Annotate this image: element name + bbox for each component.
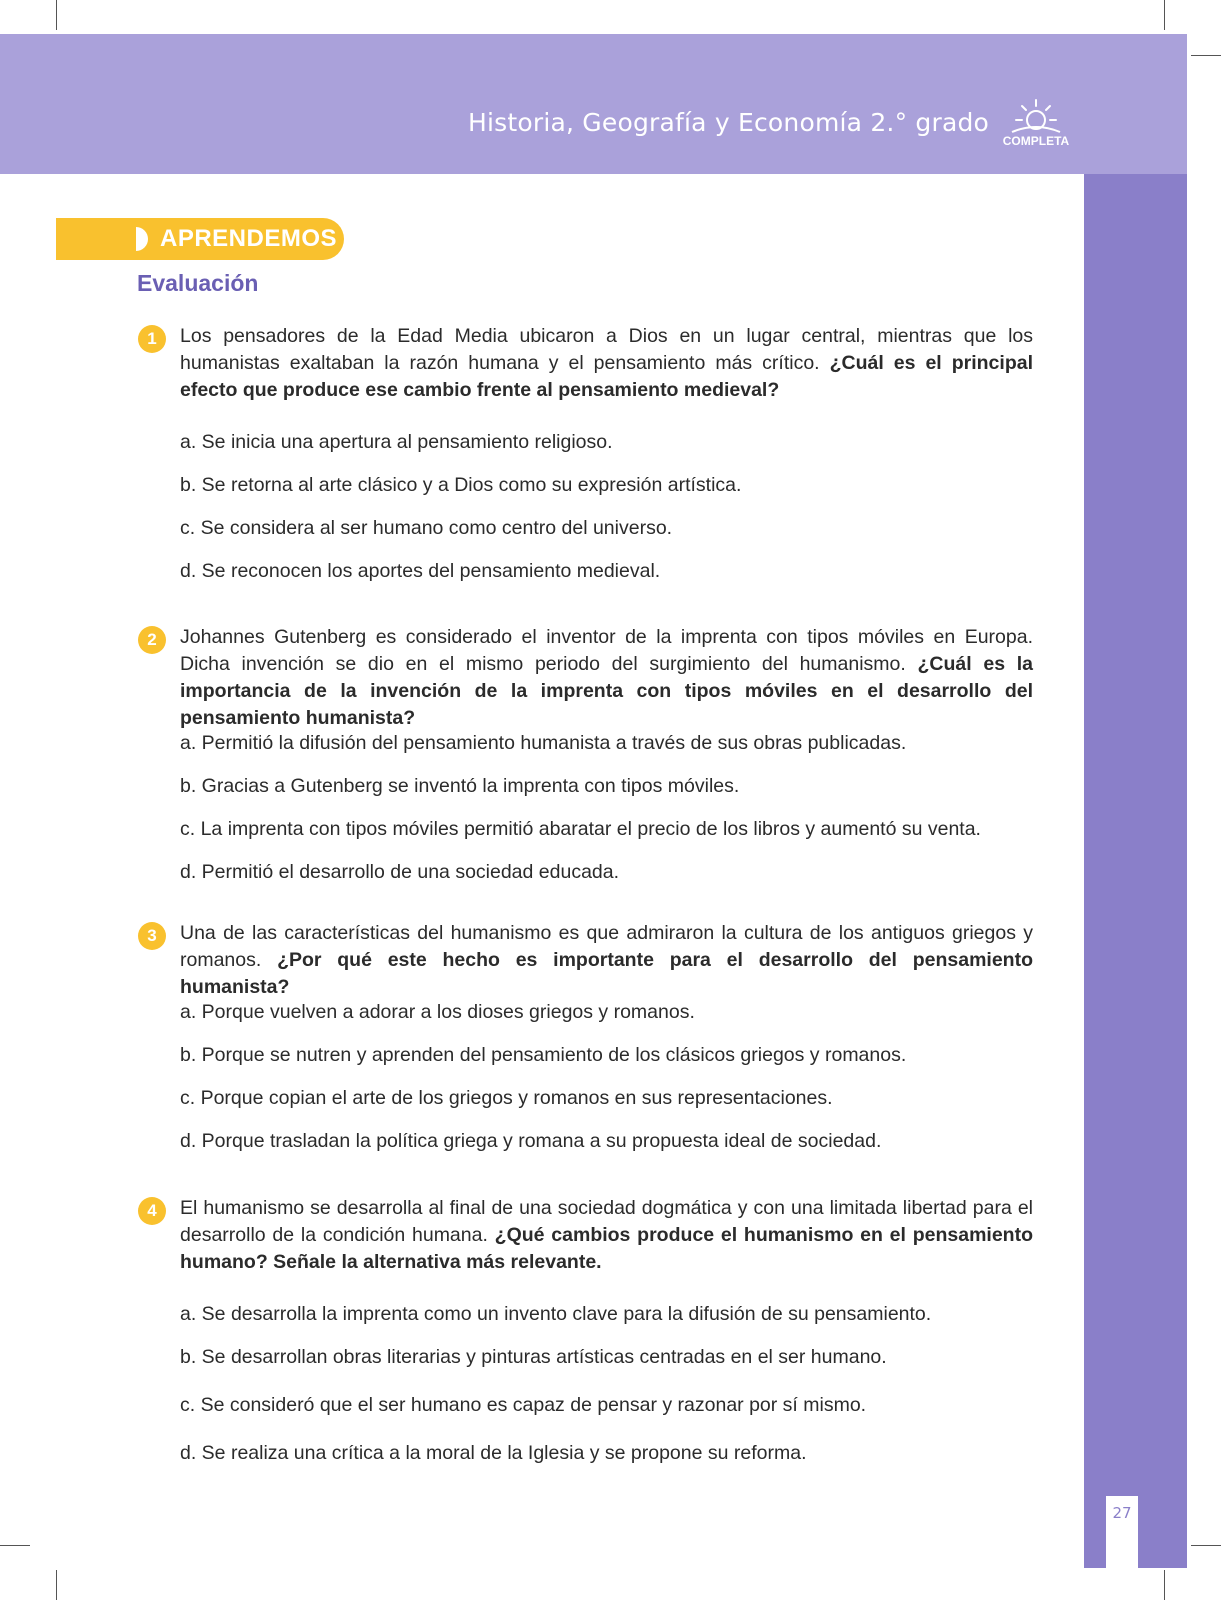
question-number-badge: 1 bbox=[138, 325, 166, 353]
page-number: 27 bbox=[1112, 1504, 1132, 1522]
option-c[interactable]: c. Se consideró que el ser humano es capaz de pensar y razonar por sí mismo. bbox=[180, 1394, 867, 1416]
option-a[interactable]: a. Porque vuelven a adorar a los dioses griegos y romanos. bbox=[180, 1001, 695, 1023]
crop-mark bbox=[1191, 1545, 1221, 1546]
question-2 bbox=[138, 624, 1033, 889]
question-text bbox=[180, 323, 1033, 404]
option-b[interactable]: b. Gracias a Gutenberg se inventó la imprenta con tipos móviles. bbox=[180, 775, 740, 797]
question-3 bbox=[138, 920, 1033, 1160]
option-b[interactable]: b. Se retorna al arte clásico y a Dios como su expresión artística. bbox=[180, 474, 742, 496]
section-tab-label: APRENDEMOS bbox=[160, 225, 338, 252]
crop-mark bbox=[1164, 1570, 1165, 1600]
question-text bbox=[180, 920, 1033, 1001]
crop-mark bbox=[56, 0, 57, 30]
option-c[interactable]: c. Se considera al ser humano como centro del universo. bbox=[180, 517, 673, 539]
crop-mark bbox=[56, 1570, 57, 1600]
option-d[interactable]: d. Se realiza una crítica a la moral de la Iglesia y se propone su reforma. bbox=[180, 1442, 807, 1464]
question-1 bbox=[138, 323, 1033, 588]
section-subtitle: Evaluación bbox=[137, 270, 259, 296]
option-d[interactable]: d. Permitió el desarrollo de una sociedad educada. bbox=[180, 861, 620, 883]
question-number-badge: 2 bbox=[138, 626, 166, 654]
crop-mark bbox=[1164, 0, 1165, 30]
option-d[interactable]: d. Porque trasladan la política griega y romana a su propuesta ideal de sociedad. bbox=[180, 1130, 882, 1152]
logo-text: COMPLETA bbox=[1002, 134, 1070, 148]
program-logo bbox=[996, 96, 1076, 156]
question-statement: Los pensadores de la Edad Media ubicaron a Dios en un lugar central, mientras que los humanistas exaltaban la razón humana y el pensamiento más crítico. bbox=[180, 325, 1033, 374]
section-tab bbox=[56, 218, 344, 260]
option-a[interactable]: a. Se desarrolla la imprenta como un invento clave para la difusión de su pensamiento. bbox=[180, 1303, 932, 1325]
side-color-bar bbox=[1084, 174, 1187, 1568]
option-c[interactable]: c. La imprenta con tipos móviles permitió abaratar el precio de los libros y aumentó su venta. bbox=[180, 818, 981, 840]
question-number-badge: 4 bbox=[138, 1197, 166, 1225]
question-prompt: ¿Qué cambios produce el humanismo en el pensamiento humano? Señale la alternativa más relevante. bbox=[180, 1224, 1033, 1273]
sun-icon bbox=[996, 96, 1076, 136]
question-4 bbox=[138, 1195, 1033, 1475]
question-text bbox=[180, 1195, 1033, 1276]
tab-marker-icon bbox=[136, 227, 148, 251]
question-statement: El humanismo se desarrolla al final de una sociedad dogmática y con una limitada libertad para el desarrollo de la condición humana. bbox=[180, 1197, 1033, 1246]
question-statement: Una de las características del humanismo es que admiraron la cultura de los antiguos griegos y romanos. bbox=[180, 922, 1033, 971]
option-d[interactable]: d. Se reconocen los aportes del pensamiento medieval. bbox=[180, 560, 661, 582]
question-prompt: ¿Cuál es el principal efecto que produce ese cambio frente al pensamiento medieval? bbox=[180, 352, 1033, 401]
option-a[interactable]: a. Se inicia una apertura al pensamiento religioso. bbox=[180, 431, 613, 453]
option-a[interactable]: a. Permitió la difusión del pensamiento humanista a través de sus obras publicadas. bbox=[180, 732, 907, 754]
option-b[interactable]: b. Se desarrollan obras literarias y pinturas artísticas centradas en el ser humano. bbox=[180, 1346, 887, 1368]
question-prompt: ¿Cuál es la importancia de la invención de la imprenta con tipos móviles en el desarrollo del pensamiento humanista? bbox=[180, 653, 1033, 729]
question-prompt: ¿Por qué este hecho es importante para el desarrollo del pensamiento humanista? bbox=[180, 949, 1033, 998]
question-statement: Johannes Gutenberg es considerado el inventor de la imprenta con tipos móviles en Europa. Dicha invención se dio en el mismo periodo del surgimiento del humanismo. bbox=[180, 626, 1033, 675]
crop-mark bbox=[0, 1545, 30, 1546]
option-b[interactable]: b. Porque se nutren y aprenden del pensamiento de los clásicos griegos y romanos. bbox=[180, 1044, 907, 1066]
option-c[interactable]: c. Porque copian el arte de los griegos y romanos en sus representaciones. bbox=[180, 1087, 833, 1109]
question-number-badge: 3 bbox=[138, 922, 166, 950]
crop-mark bbox=[1191, 55, 1221, 56]
page-header-title: Historia, Geografía y Economía 2.° grado bbox=[468, 108, 990, 137]
question-text bbox=[180, 624, 1033, 732]
